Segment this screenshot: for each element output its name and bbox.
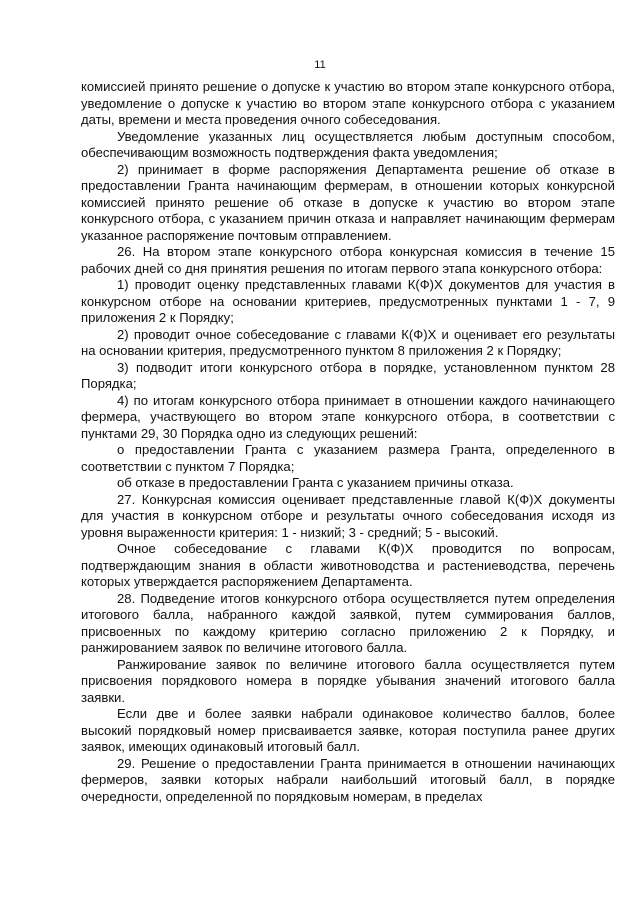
paragraph-notification-method: Уведомление указанных лиц осуществляется любым доступным способом, обеспечивающим возможность подтверждения факта уведомления; bbox=[81, 128, 615, 160]
paragraph-26-item-3: 3) подводит итоги конкурсного отбора в порядке, установленном пунктом 28 Порядка; bbox=[81, 359, 615, 391]
paragraph-decision-refusal: об отказе в предоставлении Гранта с указанием причины отказа. bbox=[117, 475, 514, 490]
paragraph-29: 29. Решение о предоставлении Гранта принимается в отношении начинающих фермеров, заявки которых набрали наибольший итоговый балл, в порядке очередности, определенной по порядковым номерам, в пределах bbox=[81, 755, 615, 804]
paragraph-27: 27. Конкурсная комиссия оценивает представленные главой К(Ф)Х документы для участия в конкурсном отборе и результаты очного собеседования исходя из уровня выраженности критерия: 1 - низкий; 3 - средний; 5 - высокий. bbox=[81, 491, 615, 540]
paragraph-interview: Очное собеседование с главами К(Ф)Х проводится по вопросам, подтверждающим знания в области животноводства и растениеводства, перечень которых утверждается распоряжением Департамента. bbox=[81, 541, 615, 589]
paragraph-26-item-1: 1) проводит оценку представленных главами К(Ф)Х документов для участия в конкурсном отборе на основании критериев, предусмотренных пунктами 1 - 7, 9 приложения 2 к Порядку; bbox=[81, 277, 615, 325]
paragraph-26-item-4: 4) по итогам конкурсного отбора принимает в отношении каждого начинающего фермера, участвующего во втором этапе конкурсного отбора, в соответствии с пунктами 29, 30 Порядка одно из следующих решений: bbox=[81, 392, 615, 441]
paragraph-26: 26. На втором этапе конкурсного отбора конкурсная комиссия в течение 15 рабочих дней со дня принятия решения по итогам первого этапа конкурсного отбора: bbox=[81, 244, 615, 276]
paragraph-ranking: Ранжирование заявок по величине итогового балла осуществляется путем присвоения порядкового номера в порядке убывания значений итогового балла заявки. bbox=[81, 656, 615, 705]
page-number: 11 bbox=[314, 59, 326, 71]
paragraph-tie-break: Если две и более заявки набрали одинаковое количество баллов, более высокий порядковый номер присваивается заявке, которая поступила ранее других заявок, имеющих одинаковый итоговый балл. bbox=[81, 706, 615, 754]
paragraph-28: 28. Подведение итогов конкурсного отбора осуществляется путем определения итогового балла, набранного каждой заявкой, путем суммирования баллов, присвоенных по каждому критерию согласно приложению 2 к Порядку, и ранжированием заявок по величине итогового балла. bbox=[81, 590, 615, 655]
paragraph-refusal-order: 2) принимает в форме распоряжения Департамента решение об отказе в предоставлении Гранта начинающим фермерам, в отношении которых конкурсной комиссией принято решение об отказе в допуске к участию во втором этапе конкурсного отбора, с указанием причин отказа и направляет начинающим фермерам указанное распоряжение почтовым отправлением. bbox=[81, 161, 615, 243]
paragraph-26-item-2: 2) проводит очное собеседование с главами К(Ф)Х и оценивает его результаты на основании критерия, предусмотренного пунктом 8 приложения 2 к Порядку; bbox=[81, 326, 615, 358]
paragraph-decision-grant: о предоставлении Гранта с указанием размера Гранта, определенного в соответствии с пунктом 7 Порядка; bbox=[81, 442, 615, 474]
paragraph-continuation: комиссией принято решение о допуске к участию во втором этапе конкурсного отбора, уведомление о допуске к участию во втором этапе конкурсного отбора с указанием даты, времени и места проведения очного собеседования. bbox=[81, 79, 615, 127]
document-body bbox=[81, 79, 615, 805]
